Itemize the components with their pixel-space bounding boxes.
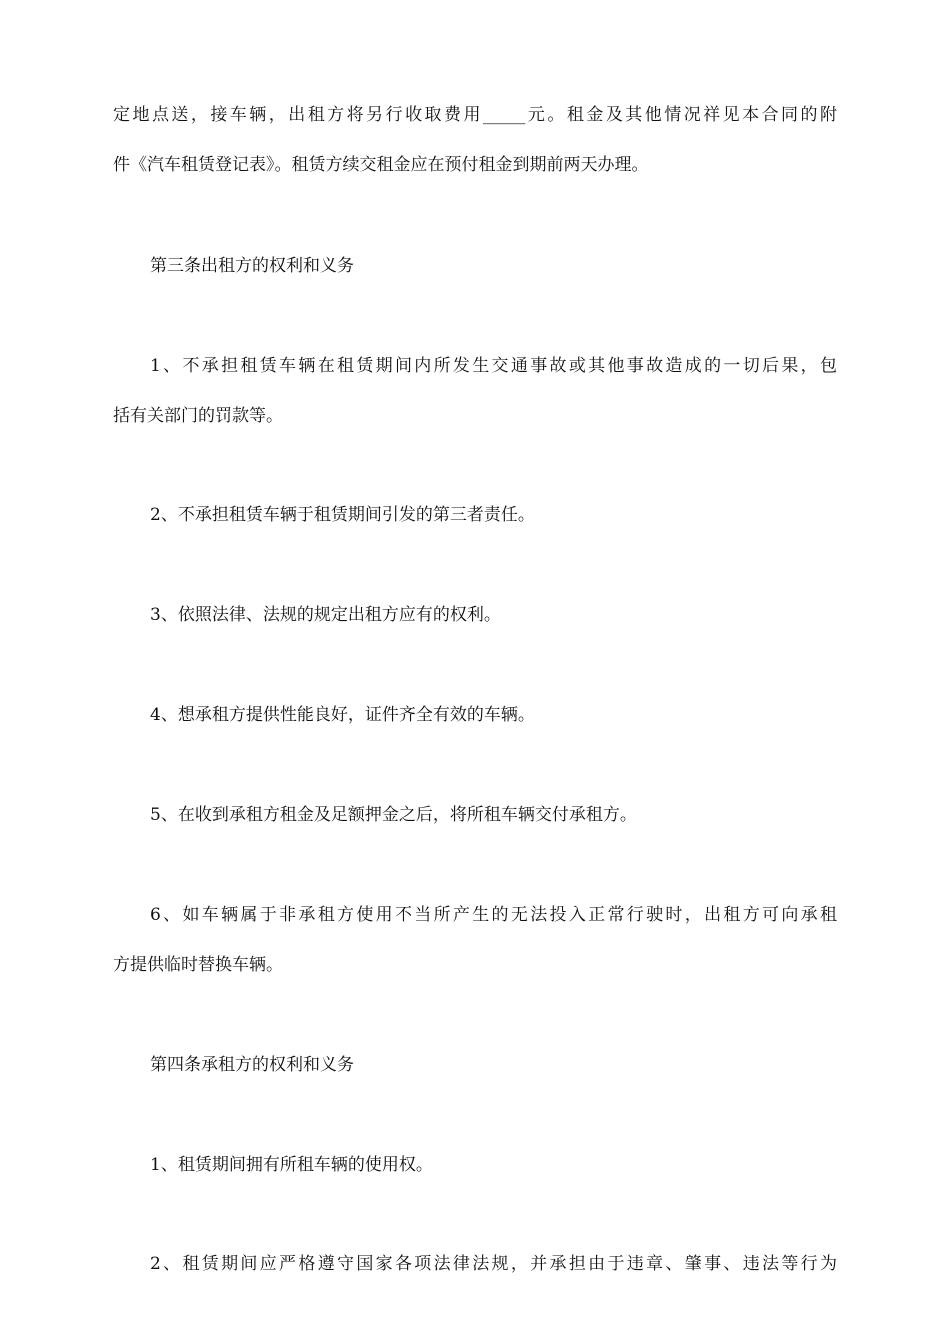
paragraph-line: 6、如车辆属于非承租方使用不当所产生的无法投入正常行驶时，出租方可向承租 xyxy=(150,905,837,925)
paragraph-line: 2、租赁期间应严格遵守国家各项法律法规，并承担由于违章、肇事、违法等行为 xyxy=(150,1254,837,1274)
paragraph-line: 3、依照法律、法规的规定出租方应有的权利。 xyxy=(150,605,501,625)
paragraph-line: 2、不承担租赁车辆于租赁期间引发的第三者责任。 xyxy=(150,505,535,525)
paragraph-line: 1、租赁期间拥有所租车辆的使用权。 xyxy=(150,1155,433,1175)
paragraph-line: 件《汽车租赁登记表》。租赁方续交租金应在预付租金到期前两天办理。 xyxy=(113,155,649,175)
section-heading: 第四条承租方的权利和义务 xyxy=(150,1055,354,1075)
paragraph-line: 1、不承担租赁车辆在租赁期间内所发生交通事故或其他事故造成的一切后果，包 xyxy=(150,356,837,376)
paragraph-line: 方提供临时替换车辆。 xyxy=(113,955,283,975)
section-heading: 第三条出租方的权利和义务 xyxy=(150,256,354,276)
paragraph-line: 定地点送，接车辆，出租方将另行收取费用_____元。租金及其他情况祥见本合同的附 xyxy=(113,105,837,125)
paragraph-line: 5、在收到承租方租金及足额押金之后，将所租车辆交付承租方。 xyxy=(150,805,637,825)
paragraph-line: 4、想承租方提供性能良好，证件齐全有效的车辆。 xyxy=(150,705,535,725)
paragraph-line: 括有关部门的罚款等。 xyxy=(113,406,283,426)
